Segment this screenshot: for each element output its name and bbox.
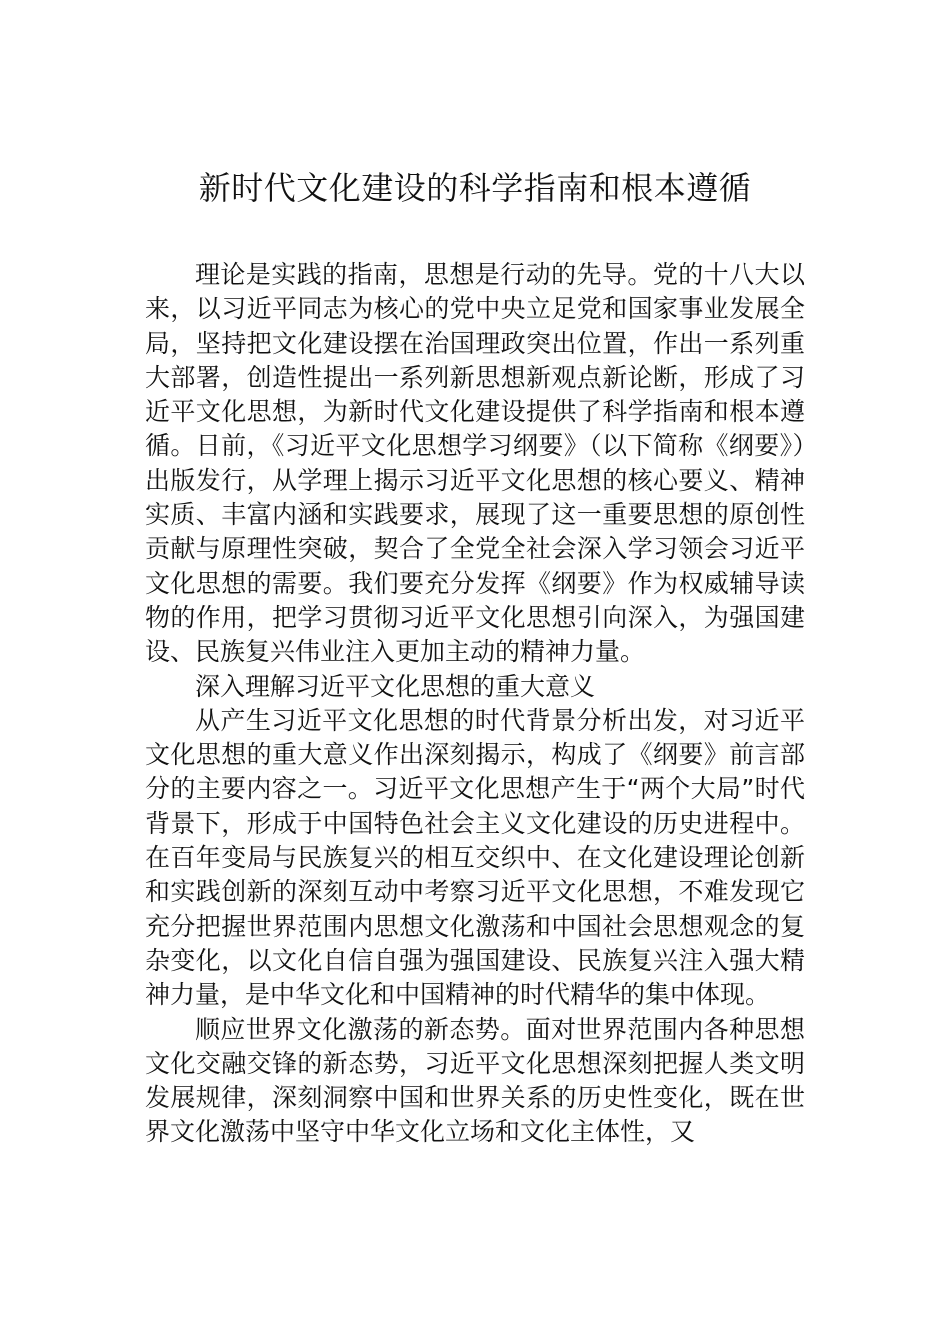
section-heading: 深入理解习近平文化思想的重大意义 bbox=[195, 671, 596, 701]
document-body bbox=[145, 258, 805, 1150]
background-paragraph: 从产生习近平文化思想的时代背景分析出发，对习近平文化思想的重大意义作出深刻揭示，构成了《纲要》前言部分的主要内容之一。习近平文化思想产生于“两个大局”时代背景下，形成于中国特色社会主义文化建设的历史进程中。在百年变局与民族复兴的相互交织中、在文化建设理论创新和实践创新的深刻互动中考察习近平文化思想，不难发现它充分把握世界范围内思想文化激荡和中国社会思想观念的复杂变化，以文化自信自强为强国建设、民族复兴注入强大精神力量，是中华文化和中国精神的时代精华的集中体现。 bbox=[145, 705, 805, 1010]
intro-paragraph: 理论是实践的指南，思想是行动的先导。党的十八大以来，以习近平同志为核心的党中央立足党和国家事业发展全局，坚持把文化建设摆在治国理政突出位置，作出一系列重大部署，创造性提出一系列新思想新观点新论断，形成了习近平文化思想，为新时代文化建设提供了科学指南和根本遵循。日前，《习近平文化思想学习纲要》（以下简称《纲要》）出版发行，从学理上揭示习近平文化思想的核心要义、精神实质、丰富内涵和实践要求，展现了这一重要思想的原创性贡献与原理性突破，契合了全党全社会深入学习领会习近平文化思想的需要。我们要充分发挥《纲要》作为权威辅导读物的作用，把学习贯彻习近平文化思想引向深入，为强国建设、民族复兴伟业注入更加主动的精神力量。 bbox=[145, 260, 805, 667]
trend-paragraph: 顺应世界文化激荡的新态势。面对世界范围内各种思想文化交融交锋的新态势，习近平文化思想深刻把握人类文明发展规律，深刻洞察中国和世界关系的历史性变化，既在世界文化激荡中坚守中华文化立场和文化主体性，又 bbox=[145, 1014, 805, 1147]
document-title: 新时代文化建设的科学指南和根本遵循 bbox=[198, 169, 752, 207]
